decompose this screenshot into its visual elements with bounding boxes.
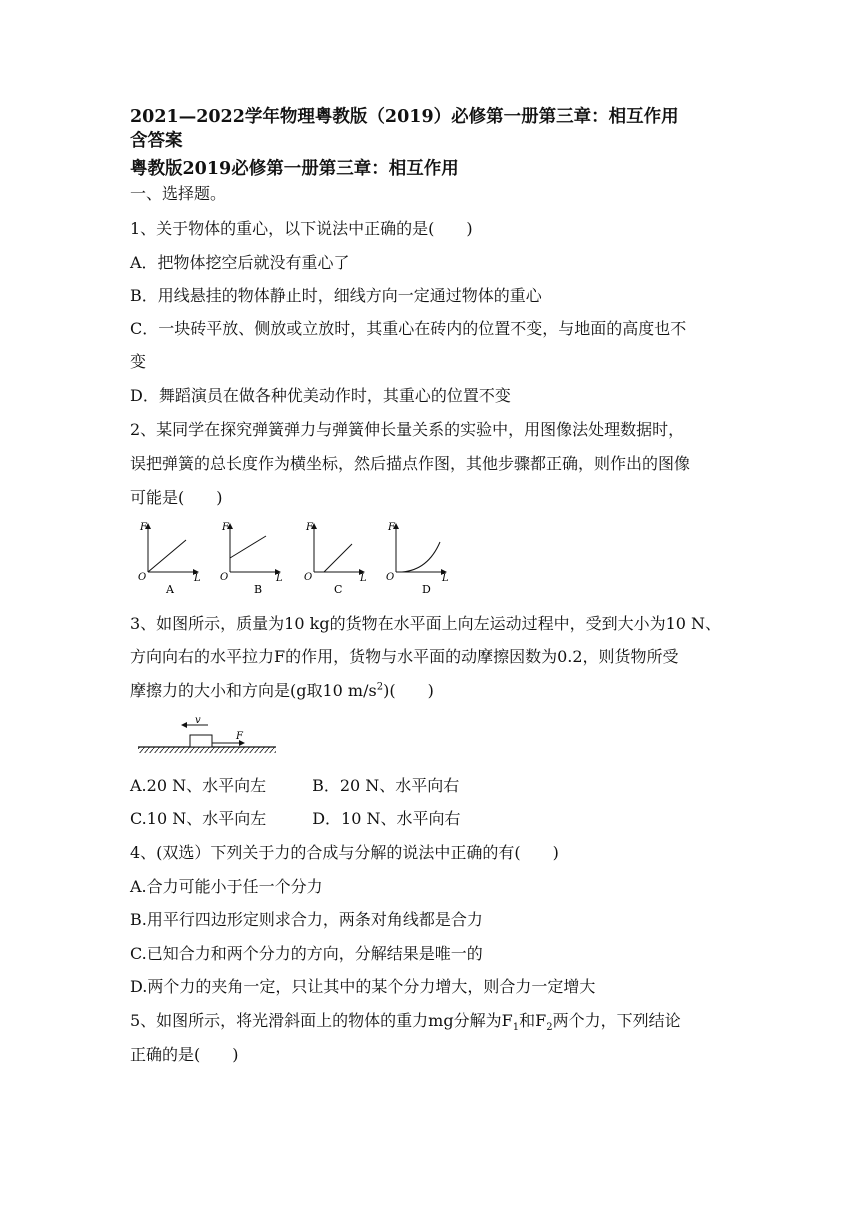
q2-graph-b-y-label: F: [222, 522, 229, 533]
q3-force-label: F: [236, 731, 243, 742]
q2-graph-d-y-label: F: [388, 522, 395, 533]
document-title-line-1: 2021—2022学年物理粤教版（2019）必修第一册第三章：相互作用: [130, 107, 679, 127]
q2-graph-c-y-label: F: [306, 522, 313, 533]
q1-stem: 1、关于物体的重心，以下说法中正确的是( ): [130, 219, 473, 238]
document-title-line-2: 含答案: [130, 131, 183, 151]
q2-graph-d-origin: O: [386, 572, 395, 583]
q2-stem-line3: 可能是( ): [130, 488, 223, 507]
q3-block-figure: [138, 713, 278, 759]
q3-cargo-block: [190, 735, 212, 747]
q3-option-d: D．10 N、水平向右: [312, 809, 461, 828]
q2-graph-a-curve: [148, 540, 186, 572]
q2-graph-b-x-label: L: [276, 573, 283, 584]
q3-stem-line2: 方向向右的水平拉力F的作用，货物与水平面的动摩擦因数为0.2，则货物所受: [130, 647, 679, 666]
q2-graph-options-figure: [128, 518, 468, 598]
q2-graph-a-origin: O: [138, 572, 147, 583]
q3-velocity-label: v: [195, 715, 201, 726]
q1-option-d: D．舞蹈演员在做各种优美动作时，其重心的位置不变: [130, 386, 511, 405]
q3-stem-line3: 摩擦力的大小和方向是(g取10 $m/s^2$)( ): [130, 681, 434, 700]
q1-option-c-line1: C．一块砖平放、侧放或立放时，其重心在砖内的位置不变，与地面的高度也不: [130, 319, 687, 338]
q2-graph-c-origin: O: [304, 572, 313, 583]
q2-graph-a: [138, 522, 201, 596]
q3-options-row-2: [130, 809, 750, 829]
q3-option-a: A.20 N、水平向左: [130, 776, 267, 795]
section-heading: 一、选择题。: [130, 184, 227, 203]
q4-option-a: A.合力可能小于任一个分力: [130, 877, 323, 896]
q2-graph-d: [386, 522, 449, 596]
q3-stem-line1: 3、如图所示，质量为10 kg的货物在水平面上向左运动过程中，受到大小为10 N、: [130, 614, 722, 633]
q4-option-c: C.已知合力和两个分力的方向，分解结果是唯一的: [130, 944, 483, 963]
q2-graph-c: [304, 522, 367, 596]
q3-option-c: C.10 N、水平向左: [130, 809, 267, 828]
q2-graph-c-x-label: L: [360, 573, 367, 584]
q3-ground-hatch: [138, 747, 276, 753]
q2-graph-b-curve: [230, 536, 266, 558]
q2-graph-b-label: B: [254, 583, 263, 596]
q5-stem-line2: 正确的是( ): [130, 1045, 239, 1064]
q2-graph-b: [220, 522, 283, 596]
q2-stem-line1: 2、某同学在探究弹簧弹力与弹簧伸长量关系的实验中，用图像法处理数据时，: [130, 420, 685, 439]
q2-graph-a-y-label: F: [140, 522, 147, 533]
q2-graph-d-label: D: [422, 583, 431, 596]
q1-option-a: A．把物体挖空后就没有重心了: [130, 253, 350, 272]
q2-graph-c-label: C: [334, 583, 343, 596]
q2-graph-d-curve: [402, 542, 440, 572]
q3-option-b: B．20 N、水平向右: [312, 776, 460, 795]
q3-options-row-1: [130, 776, 750, 796]
q2-graph-a-label: A: [166, 583, 174, 596]
q4-option-b: B.用平行四边形定则求合力，两条对角线都是合力: [130, 910, 483, 929]
q5-stem-line1: 5、如图所示，将光滑斜面上的物体的重力mg分解为$F_1$和$F_2$两个力，下列结论: [130, 1011, 681, 1034]
q4-option-d: D.两个力的夹角一定，只让其中的某个分力增大，则合力一定增大: [130, 977, 596, 996]
q2-graph-b-origin: O: [220, 572, 229, 583]
q4-stem: 4、(双选）下列关于力的合成与分解的说法中正确的有( ): [130, 843, 559, 862]
q1-option-c-line2: 变: [130, 352, 147, 371]
q2-graph-d-x-label: L: [442, 573, 449, 584]
q2-stem-line2: 误把弹簧的总长度作为横坐标，然后描点作图，其他步骤都正确，则作出的图像: [130, 454, 691, 473]
q2-graph-c-curve: [324, 544, 352, 572]
q2-graph-a-x-label: L: [194, 573, 201, 584]
q1-option-b: B．用线悬挂的物体静止时，细线方向一定通过物体的重心: [130, 286, 542, 305]
document-subtitle: 粤教版2019必修第一册第三章：相互作用: [130, 159, 459, 179]
